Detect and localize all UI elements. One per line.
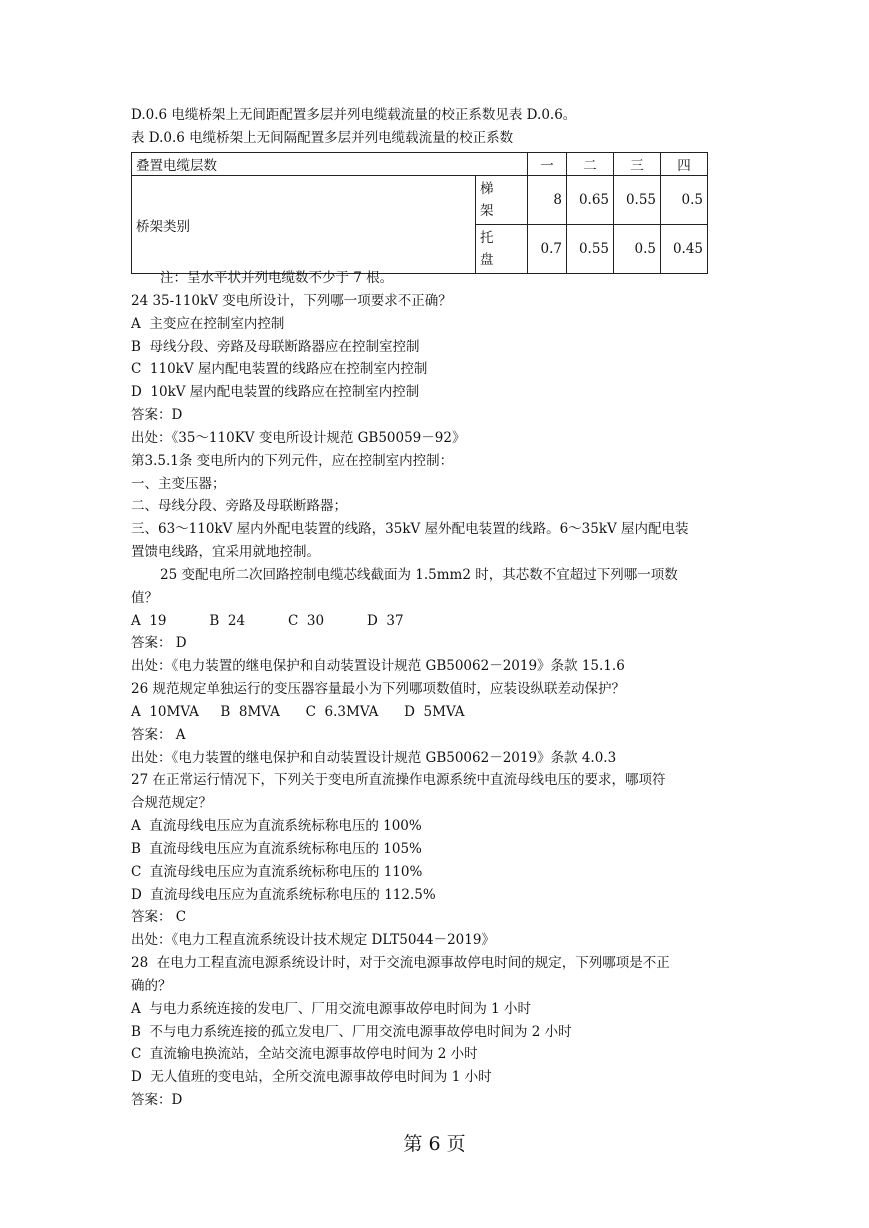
table-cell: 8 <box>528 176 567 225</box>
text-line: B 不与电力系统连接的孤立发电厂、厂用交流电源事故停电时间为 2 小时 <box>131 1024 572 1040</box>
text-line: 答案：D <box>131 407 183 423</box>
table-cell: 0.5 <box>661 176 708 225</box>
table-note: 注：呈水平状并列电缆数不少于 7 根。 <box>160 270 394 286</box>
text-line: C 110kV 屋内配电装置的线路应在控制室内控制 <box>131 361 428 377</box>
text-line: B 直流母线电压应为直流系统标称电压的 105% <box>131 841 422 857</box>
text-line: A 19 B 24 C 30 D 37 <box>131 613 404 629</box>
level-3: 三 <box>614 153 661 176</box>
text-line: D 10kV 屋内配电装置的线路应在控制室内控制 <box>131 384 420 400</box>
text-line: 确的？ <box>131 978 172 994</box>
text-line: 26 规范规定单独运行的变压器容量最小为下列哪项数值时，应装设纵联差动保护？ <box>131 681 625 697</box>
text-line: A 10MVA B 8MVA C 6.3MVA D 5MVA <box>131 704 465 720</box>
text-line: 置馈电线路，宜采用就地控制。 <box>131 544 320 560</box>
text-line: 28 在电力工程直流电源系统设计时，对于交流电源事故停电时间的规定，下列哪项是不正 <box>131 955 670 971</box>
correction-table <box>131 152 708 274</box>
table-cell: 0.55 <box>614 176 661 225</box>
text-line: 出处：《35～110KV 变电所设计规范 GB50059－92》 <box>131 430 466 446</box>
table-caption: 表 D.0.6 电缆桥架上无间隔配置多层并列电缆载流量的校正系数 <box>131 130 514 146</box>
text-line: D 直流母线电压应为直流系统标称电压的 112.5% <box>131 887 436 903</box>
row-type-label: 梯架 <box>480 181 494 219</box>
text-line: 第3.5.1条 变电所内的下列元件，应在控制室内控制： <box>131 453 454 469</box>
text-line: 答案： D <box>131 635 187 651</box>
level-2: 二 <box>567 153 614 176</box>
text-line: A 直流母线电压应为直流系统标称电压的 100% <box>131 818 422 834</box>
text-line: 二、母线分段、旁路及母联断路器； <box>131 498 347 514</box>
text-line: 27 在正常运行情况下，下列关于变电所直流操作电源系统中直流母线电压的要求，哪项符 <box>131 772 666 788</box>
text-line: 三、63～110kV 屋内外配电装置的线路，35kV 屋外配电装置的线路。6～35kV 屋内配电装 <box>131 521 689 537</box>
row-group-label: 桥架类别 <box>132 176 476 274</box>
text-line: 出处：《电力装置的继电保护和自动装置设计规范 GB50062－2019》条款 4.0.3 <box>131 750 617 766</box>
text-line: B 母线分段、旁路及母联断路器应在控制室控制 <box>131 339 420 355</box>
table-cell: 0.45 <box>661 225 708 274</box>
row-type-ladder <box>476 176 528 225</box>
text-line: 答案： A <box>131 727 186 743</box>
text-line: 答案： C <box>131 909 187 925</box>
text-line: 24 35-110kV 变电所设计，下列哪一项要求不正确？ <box>131 293 452 309</box>
level-1: 一 <box>528 153 567 176</box>
text-line: 合规范规定？ <box>131 795 212 811</box>
header-label: 叠置电缆层数 <box>132 153 528 176</box>
text-line: C 直流母线电压应为直流系统标称电压的 110% <box>131 864 423 880</box>
text-line: 一、主变压器； <box>131 476 226 492</box>
table-cell: 0.7 <box>528 225 567 274</box>
text-line: 25 变配电所二次回路控制电缆芯线截面为 1.5mm2 时，其芯数不宜超过下列哪一项数 <box>160 567 678 583</box>
text-line: A 主变应在控制室内控制 <box>131 316 285 332</box>
level-4: 四 <box>661 153 708 176</box>
page-number: 第 6 页 <box>403 1133 466 1155</box>
table-cell: 0.65 <box>567 176 614 225</box>
text-line: 答案：D <box>131 1092 183 1108</box>
table-cell: 0.55 <box>567 225 614 274</box>
row-type-tray <box>476 225 528 274</box>
text-line: 出处：《电力装置的继电保护和自动装置设计规范 GB50062－2019》条款 15.1.6 <box>131 658 625 674</box>
row-type-label: 托盘 <box>480 230 494 268</box>
text-line: D 无人值班的变电站，全所交流电源事故停电时间为 1 小时 <box>131 1069 492 1085</box>
text-line: 值？ <box>131 590 158 606</box>
text-line: A 与电力系统连接的发电厂、厂用交流电源事故停电时间为 1 小时 <box>131 1001 532 1017</box>
text-line: C 直流输电换流站，全站交流电源事故停电时间为 2 小时 <box>131 1046 478 1062</box>
table-cell: 0.5 <box>614 225 661 274</box>
section-intro: D.0.6 电缆桥架上无间距配置多层并列电缆载流量的校正系数见表 D.0.6。 <box>131 107 577 123</box>
text-line: 出处：《电力工程直流系统设计技术规定 DLT5044－2019》 <box>131 932 495 948</box>
